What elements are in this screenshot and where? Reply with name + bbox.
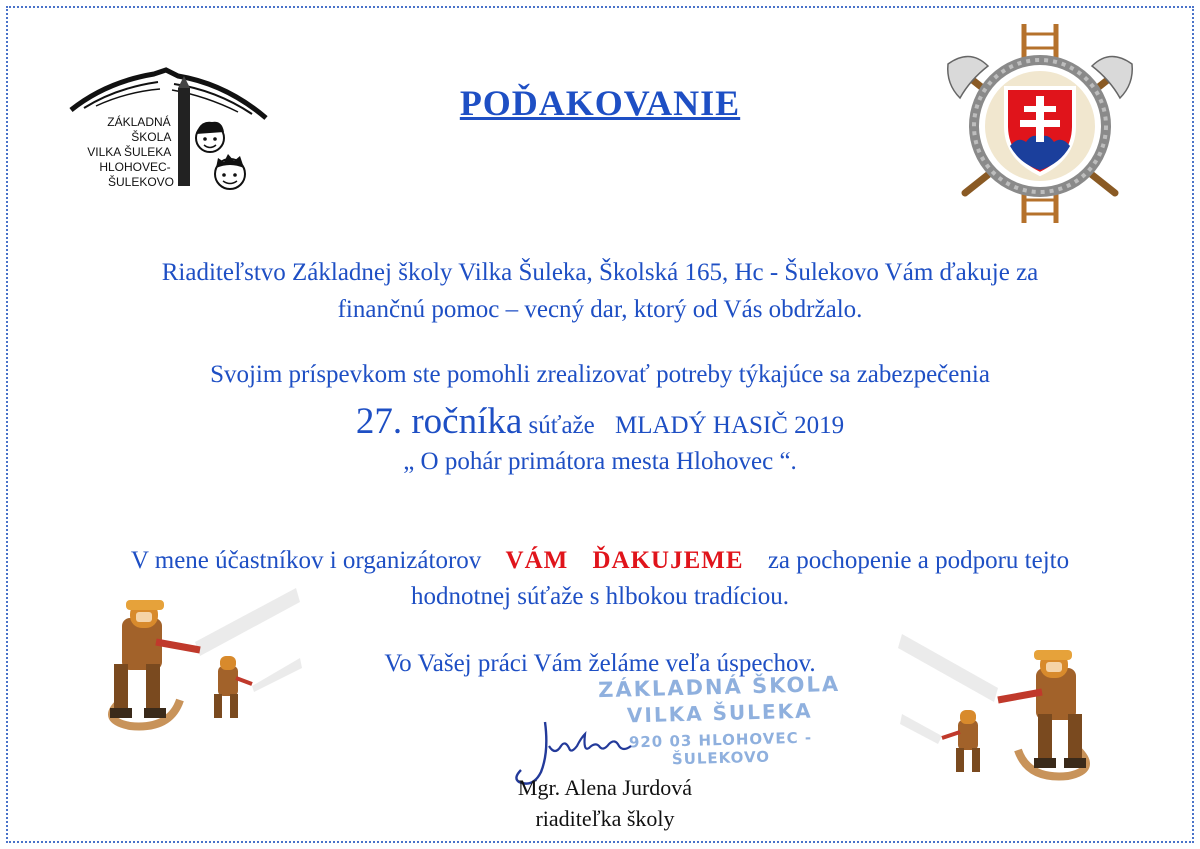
thanks-word-1: VÁM <box>505 547 569 574</box>
intro-line-1: Riaditeľstvo Základnej školy Vilka Šuleka, Školská 165, Hc - Šulekovo Vám ďakuje za <box>161 259 1039 286</box>
intro-paragraph <box>30 254 1170 328</box>
thanks-line-2: hodnotnej súťaže s hlbokou tradíciou. <box>411 583 789 610</box>
signer-role: riaditeľka školy <box>535 806 675 831</box>
logo-line: VILKA ŠULEKA <box>87 145 171 159</box>
competition-cup: „ O pohár primátora mesta Hlohovec “. <box>403 448 797 475</box>
thanks-after: za pochopenie a podporu tejto <box>767 547 1070 574</box>
stamp-line-2: VILKA ŠULEKA <box>626 698 813 728</box>
school-logo-icon <box>66 62 296 202</box>
competition-edition: 27. ročníka <box>355 401 523 442</box>
logo-line: ZÁKLADNÁ <box>107 115 171 129</box>
thanks-word-2: ĎAKUJEME <box>592 547 744 574</box>
competition-name: MLADÝ HASIČ 2019 <box>614 412 845 439</box>
wish-line: Vo Vašej práci Vám želáme veľa úspechov. <box>384 650 816 677</box>
competition-line <box>30 400 1170 443</box>
competition-word: súťaže <box>528 412 595 439</box>
logo-line: HLOHOVEC- <box>99 160 171 174</box>
signer-block <box>455 772 755 834</box>
logo-line: ŠKOLA <box>131 130 171 144</box>
contribution-paragraph: Svojim príspevkom ste pomohli zrealizovať potreby týkajúce sa zabezpečenia <box>210 361 990 388</box>
intro-line-2: finančnú pomoc – vecný dar, ktorý od Vás obdržalo. <box>337 296 863 323</box>
signer-name: Mgr. Alena Jurdová <box>517 775 693 800</box>
stamp-line-3: 920 03 HLOHOVEC - ŠULEKOVO <box>628 728 813 769</box>
logo-line: ŠULEKOVO <box>107 175 174 189</box>
page-title: POĎAKOVANIE <box>459 83 741 123</box>
firefighter-emblem-icon <box>940 18 1140 228</box>
svg-text:ZÁKLADNÁ ŠKOLA VIL <box>87 114 174 189</box>
stamp-line-1: ZÁKLADNÁ ŠKOLA <box>597 671 841 703</box>
firefighter-hose-icon <box>100 580 310 745</box>
thanks-before: V mene účastníkov i organizátorov <box>130 547 482 574</box>
firefighter-hose-icon <box>898 630 1098 790</box>
